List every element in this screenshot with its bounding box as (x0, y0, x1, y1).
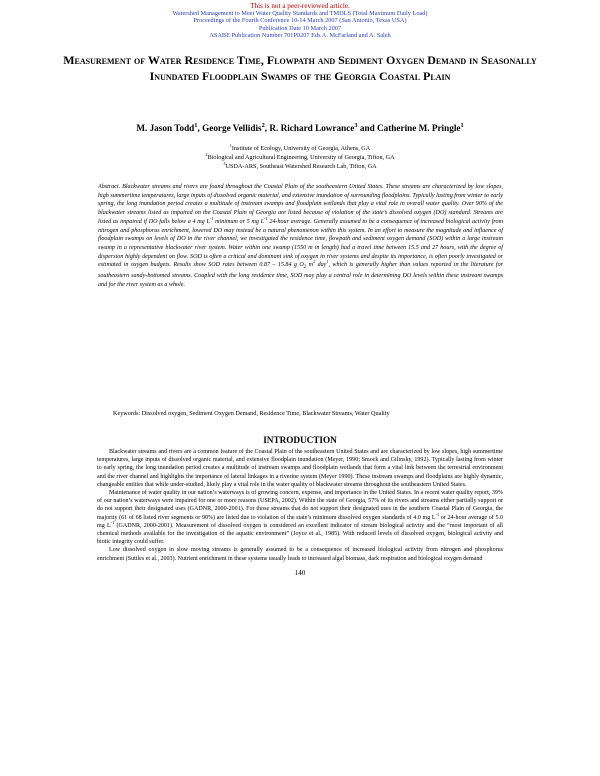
paragraph: Low dissolved oxygen in slow moving streams is generally assumed to be a consequence of increased biological activity from nitrogen and phosphorus enrichment (Suttles et al., 2003). Nutrient enrichment in these systems usually leads to increased algal biomass, dark respiration and biological oxygen demand (97, 547, 503, 562)
abstract (98, 183, 503, 290)
author-separator: , (264, 123, 270, 133)
paragraph: Blackwater streams and rivers are a common feature of the Coastal Plain of the southeastern United States and are characterized by low slopes, high summertime temperatures, large inputs of dissolved organic material, and extensive floodplain inundation (Meyer, 1990; Smock and Gilinsky, 1992). Typically lasting from winter to early spring, the long inundation period creates a multitude of instream swamps and floodplain wetlands that form a vital link between the terrestrial environment and the river channel and highlights the importance of lateral linkages in a riverine system (Meyer 1990). These instream swamps and floodplains are highly dynamic, changeable entities that while under-studied, likely play a vital role in the water quality of blackwater streams throughout the southeastern United States. (97, 449, 503, 488)
abstract-sup: 1 (326, 259, 329, 265)
author-1: M. Jason Todd (136, 123, 195, 133)
publication-header (0, 2, 600, 40)
affiliations (150, 142, 450, 171)
author-2-affil: 2 (261, 121, 265, 129)
keywords: Keywords: Dissolved oxygen, Sediment Oxygen Demand, Residence Time, Blackwater Streams, Water Quality (113, 410, 390, 417)
paragraph (97, 489, 503, 546)
author-2: George Vellidis (202, 123, 262, 133)
paragraph-sup: -1 (435, 511, 440, 517)
abstract-sub: 2 (303, 264, 307, 271)
affiliation-3 (150, 160, 450, 172)
header-line-2: Proceedings of the Fourth Conference 10-14 March 2007 (San Antonio, Texas USA) (193, 17, 407, 25)
body-text (97, 448, 503, 563)
abstract-text: day (315, 262, 327, 269)
paragraph-text: Maintenance of water quality in our nation’s waterways is of growing concern, expense, and importance in the United States. In a recent water quality report, 39% of our nation’s waterways were impaired for one or more reasons (USEPA, 2002). Within the state of Georgia, 57% of its rivers and streams either partially support or do not support their designated uses (GADNR, 2000-2001). For those streams that do not support their designated uses in the southern Coastal Plain of Georgia, the majority (61 of 68 listed river segments or 90%) are listed due to violation of the state’s minimum dissolved oxygen standards of 4.0 mg L (97, 490, 503, 521)
abstract-sup: 2 (313, 259, 316, 265)
paragraph-sup: -1 (110, 519, 115, 525)
abstract-text: minimum or 5 mg L (213, 218, 265, 225)
author-3: R. Richard Lowrance (269, 123, 355, 133)
abstract-text: 24-hour average. Generally assumed to be a consequence of increased biological activity from nitrogen and phosphorus enrichment, lowered DO may instead be a natural phenomenon within this system. In an effort to measure the magnitude and influence of floodplain swamps on levels of DO in the river channel, we investigated the residence time, flowpath and sediment oxygen demand (SOD) within a large instream swamp in a representative blackwater river system. Water within one swamp (1550 m in length) had a travel time between 15.5 and 27 hours, with the degree of dispersion highly dependent on flow. SOD is often a critical and dominant sink of oxygen in river systems and despite its importance, is often poorly investigated or estimated in oxygen budgets. Results show SOD rates between 0.87 – 15.84 g O (98, 218, 503, 269)
author-4: Catherine M. Pringle (377, 123, 461, 133)
abstract-sup: -1 (209, 215, 214, 221)
abstract-text: m (306, 262, 314, 269)
header-line-3: Publication Date 10 March 2007 (258, 24, 342, 32)
author-3-affil: 3 (354, 121, 358, 129)
paragraph-text: (GADNR, 2000-2001). Measurement of dissolved oxygen is considered an excellent indicator of stream biological activity and the “most important of all chemical methods available for the investigation of the aquatic environment” (Joyce et al., 1985). With reduced levels of dissolved oxygen, biological activity and biotic integrity could suffer. (97, 522, 503, 546)
paper-title: Measurement of Water Residence Time, Flowpath and Sediment Oxygen Demand in Seasonally Inundated Floodplain Swamps of the Georgia Coastal Plain (63, 53, 537, 83)
affiliation-2 (150, 151, 450, 163)
affiliation-1-mark: 1 (229, 142, 232, 148)
peer-review-notice: This is not a peer-reviewed article. (250, 2, 350, 10)
affiliation-2-text: Biological and Agricultural Engineering, University of Georgia, Tifton, GA (207, 153, 395, 161)
page-number: 140 (294, 569, 306, 577)
header-line-1: Watershed Management to Meet Water Quality Standards and TMDLS (Total Maximum Daily Load) (172, 10, 428, 17)
paragraph-text: or 24-hour average of 5.0 mg L (97, 514, 503, 529)
author-4-affil: 1 (460, 121, 464, 129)
abstract-text: Abstract. Blackwater streams and rivers are found throughout the Coastal Plain of the southeastern United States. These streams are characterized by low slopes, high summertime temperatures, large inputs of dissolved organic material, and extensive inundation of surrounding floodplains. Typically lasting from winter to early spring, the long inundation period creates a multitude of instream swamps and floodplain wetlands that play a vital role in overall water quality. Over 90% of the blackwater streams listed as impaired on the Coastal Plain of Georgia are listed because of violation of the state’s dissolved oxygen (DO) standard. Streams are listed as impaired if DO falls below a 4 mg L (98, 184, 503, 225)
author-1-affil: 1 (194, 121, 198, 129)
abstract-sup: -1 (264, 215, 268, 221)
affiliation-3-mark: 3 (223, 160, 226, 166)
author-conjunction: and (357, 123, 378, 133)
affiliation-1 (150, 142, 450, 154)
affiliation-2-mark: 2 (205, 151, 208, 157)
affiliation-3-text: USDA-ARS, Southeast Watershed Research Lab, Tifton, GA (225, 162, 377, 170)
affiliation-1-text: Institute of Ecology, University of Georgia, Athens, GA (231, 145, 371, 152)
section-heading-introduction: INTRODUCTION (263, 435, 337, 445)
header-line-4: ASABE Publication Number 701P0207 Eds A. McFarland and A. Saleh (209, 32, 391, 40)
author-list (120, 123, 480, 135)
author-separator: , (197, 123, 203, 133)
abstract-text: , which is generally higher than values reported in the literature for southeastern sandy-bottomed streams. Coupled with the long residence time, SOD may play a central role in determining DO levels within these instream swamps and for the river system as a whole. (98, 262, 503, 288)
